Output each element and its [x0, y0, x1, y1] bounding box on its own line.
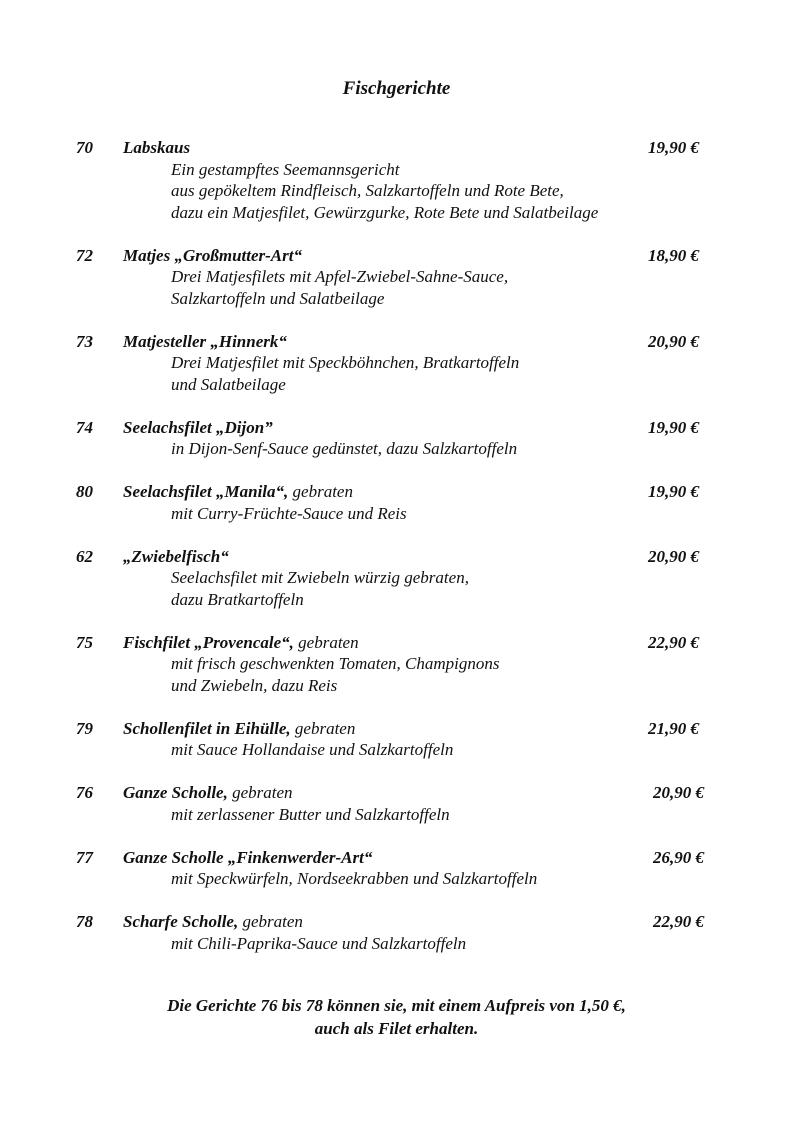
item-number: 79	[76, 718, 93, 738]
item-name: Seelachsfilet „Dijon”	[123, 417, 273, 437]
item-price: 20,90 €	[653, 783, 704, 802]
item-description-line: und Zwiebeln, dazu Reis	[171, 675, 338, 695]
item-description-line: mit Chili-Paprika-Sauce und Salzkartoffeln	[171, 933, 467, 953]
footnote-line: Die Gerichte 76 bis 78 können sie, mit einem Aufpreis von 1,50 €,	[167, 996, 626, 1015]
item-description-line: Salzkartoffeln und Salatbeilage	[171, 288, 385, 308]
menu-item	[0, 546, 793, 611]
item-description-line: dazu ein Matjesfilet, Gewürzgurke, Rote Bete und Salatbeilage	[171, 202, 599, 222]
item-name: Matjesteller „Hinnerk“	[123, 331, 287, 351]
menu-item	[0, 331, 793, 396]
item-number: 74	[76, 417, 93, 437]
item-number: 73	[76, 331, 93, 351]
item-price: 22,90 €	[653, 912, 704, 931]
item-name: Matjes „Großmutter-Art“	[123, 245, 302, 265]
item-price: 20,90 €	[648, 546, 699, 566]
menu-item	[0, 911, 793, 954]
menu-item	[0, 245, 793, 310]
menu-item	[0, 718, 793, 761]
item-price: 20,90 €	[648, 331, 699, 351]
item-description-line: aus gepökeltem Rindfleisch, Salzkartoffeln und Rote Bete,	[171, 181, 564, 200]
item-number: 70	[76, 138, 93, 157]
item-preparation: gebraten	[238, 912, 303, 931]
item-preparation: gebraten	[227, 783, 293, 802]
item-name: Labskaus	[123, 138, 191, 157]
item-description-line: mit Curry-Früchte-Sauce und Reis	[171, 503, 407, 523]
item-price: 22,90 €	[648, 632, 699, 652]
item-number: 77	[76, 847, 93, 867]
item-price: 26,90 €	[653, 847, 704, 867]
item-number: 62	[76, 546, 93, 566]
item-description-line: Drei Matjesfilets mit Apfel-Zwiebel-Sahne-Sauce,	[171, 267, 509, 286]
item-description-line: dazu Bratkartoffeln	[171, 589, 304, 609]
item-description-line: mit Speckwürfeln, Nordseekrabben und Salzkartoffeln	[171, 869, 538, 888]
menu-item	[0, 632, 793, 697]
item-price: 19,90 €	[648, 138, 699, 157]
item-name: Ganze Scholle „Finkenwerder-Art“	[123, 847, 373, 867]
item-description-line: in Dijon-Senf-Sauce gedünstet, dazu Salzkartoffeln	[171, 439, 518, 458]
item-name: Schollenfilet in Eihülle,	[123, 718, 291, 738]
item-description-line: Ein gestampftes Seemannsgericht	[171, 159, 400, 179]
item-price: 21,90 €	[648, 718, 699, 738]
item-preparation: gebraten	[293, 632, 359, 652]
item-price: 19,90 €	[648, 482, 699, 501]
item-name: Fischfilet „Provencale“,	[123, 632, 294, 652]
menu-item	[0, 417, 793, 460]
menu-item	[0, 847, 793, 890]
item-description-line: mit frisch geschwenkten Tomaten, Champignons	[171, 654, 500, 673]
item-price: 18,90 €	[648, 245, 699, 265]
item-description-line: Seelachsfilet mit Zwiebeln würzig gebraten,	[171, 568, 469, 587]
menu-item	[0, 137, 793, 223]
item-number: 78	[76, 912, 93, 931]
item-number: 76	[76, 783, 93, 802]
item-number: 72	[76, 245, 93, 265]
item-description-line: und Salatbeilage	[171, 374, 286, 394]
footnote	[0, 994, 793, 1040]
item-name: „Zwiebelfisch“	[123, 546, 229, 566]
item-description-line: mit zerlassener Butter und Salzkartoffeln	[171, 804, 450, 824]
item-description-line: Drei Matjesfilet mit Speckböhnchen, Bratkartoffeln	[171, 353, 520, 372]
item-number: 75	[76, 632, 93, 652]
footnote-line: auch als Filet erhalten.	[314, 1019, 479, 1038]
item-preparation: gebraten	[290, 718, 356, 738]
menu-list	[0, 137, 793, 976]
page-title: Fischgerichte	[342, 78, 451, 99]
item-name: Scharfe Scholle,	[123, 912, 239, 931]
item-preparation: gebraten	[288, 482, 353, 501]
item-price: 19,90 €	[648, 417, 699, 437]
item-name: Seelachsfilet „Manila“,	[123, 482, 289, 501]
menu-item	[0, 782, 793, 825]
item-description-line: mit Sauce Hollandaise und Salzkartoffeln	[171, 740, 454, 759]
menu-item	[0, 481, 793, 524]
item-number: 80	[76, 482, 93, 501]
item-name: Ganze Scholle,	[123, 783, 228, 802]
